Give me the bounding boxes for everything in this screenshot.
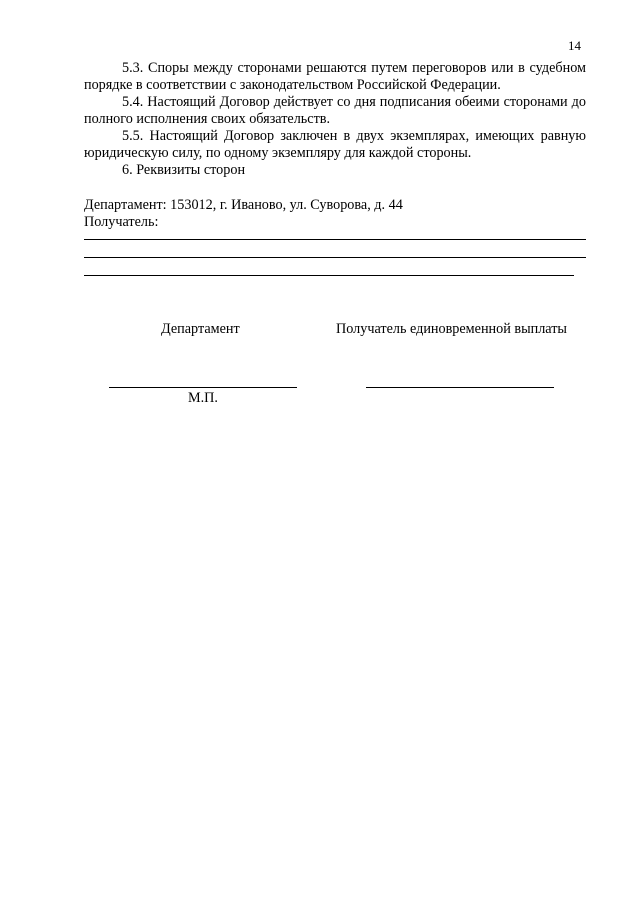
page-number: 14 [568,38,581,53]
department-signature-line [109,387,297,388]
section-6-heading: 6. Реквизиты сторон [122,162,246,178]
recipient-fill-line [84,257,586,258]
department-signature-label: Департамент [161,321,240,337]
document-body [84,60,586,276]
department-address: Департамент: 153012, г. Иваново, ул. Суворова, д. 44 [84,197,403,213]
recipient-label: Получатель: [84,214,159,230]
recipient-fill-line [84,239,586,240]
recipient-fill-line [84,275,574,276]
clause-5-5: 5.5. Настоящий Договор заключен в двух экземплярах, имеющих равную юридическую силу, по одному экземпляру для каждой стороны. [84,128,586,161]
spacer [84,179,586,197]
clause-5-3: 5.3. Споры между сторонами решаются путем переговоров или в судебном порядке в соответствии с законодательством Российской Федерации. [84,60,586,93]
stamp-label: М.П. [188,390,218,406]
clause-5-4: 5.4. Настоящий Договор действует со дня подписания обеими сторонами до полного исполнения своих обязательств. [84,94,586,127]
recipient-signature-line [366,387,554,388]
recipient-signature-label: Получатель единовременной выплаты [336,321,567,337]
